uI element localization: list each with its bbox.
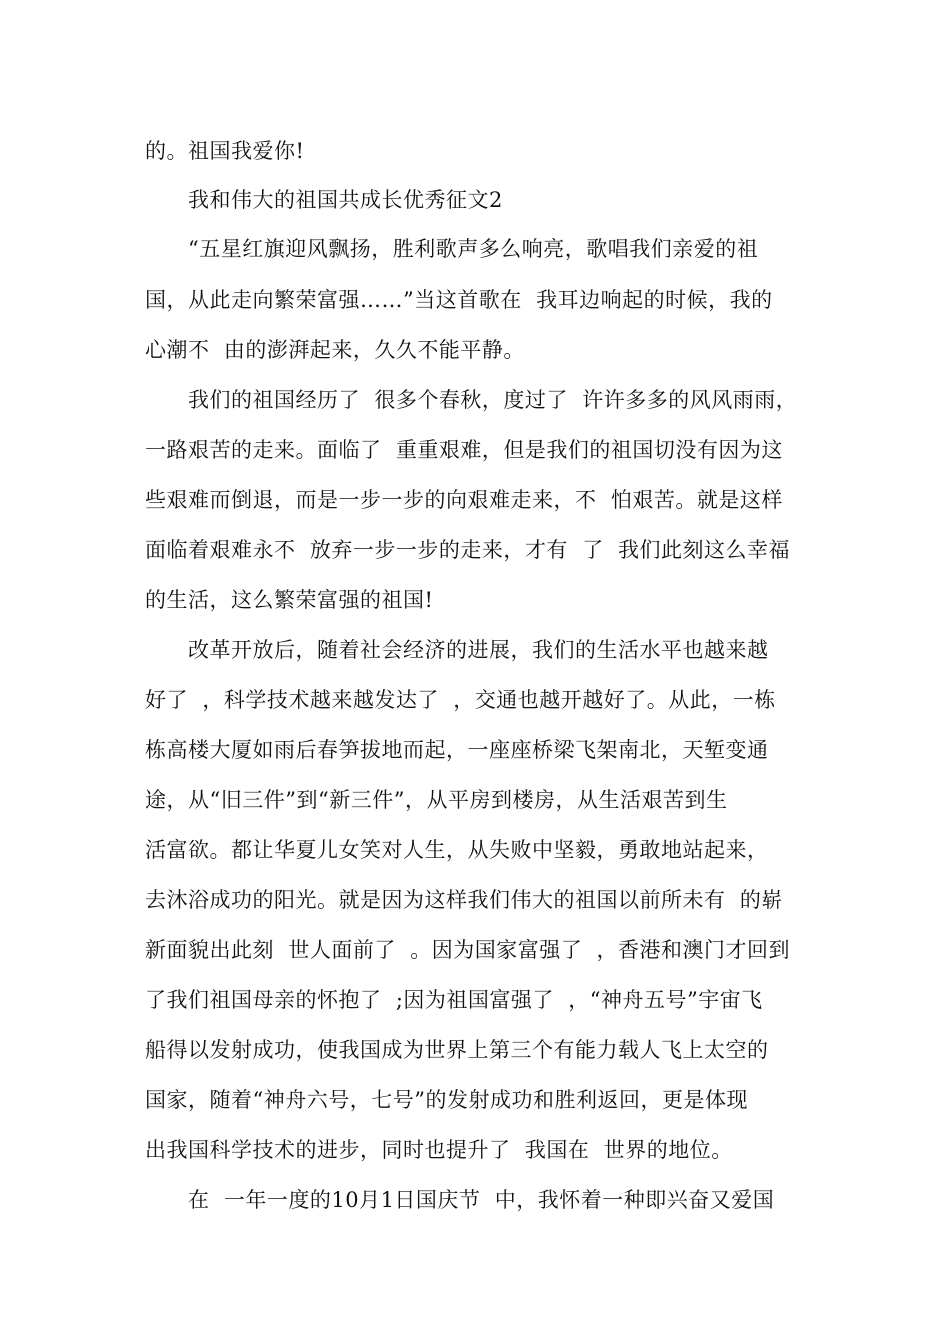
- text-line: 活富欲。都让华夏儿女笑对人生，从失败中坚毅，勇敢地站起来，: [145, 838, 769, 862]
- text-line: 栋高楼大厦如雨后春笋拔地而起，一座座桥梁飞架南北，天堑变通: [145, 738, 769, 762]
- text-line: 我们的祖国经历了 很多个春秋，度过了 许许多多的风风雨雨，: [145, 388, 798, 412]
- text-line: 新面貌出此刻 世人面前了 。因为国家富强了 ，香港和澳门才回到: [145, 938, 791, 962]
- text-line: 船得以发射成功，使我国成为世界上第三个有能力载人飞上太空的: [145, 1038, 769, 1062]
- text-line: 出我国科学技术的进步，同时也提升了 我国在 世界的地位。: [145, 1138, 733, 1162]
- text-line: 的生活，这么繁荣富强的祖国!: [145, 588, 434, 612]
- text-line: 一路艰苦的走来。面临了 重重艰难，但是我们的祖国切没有因为这: [145, 438, 783, 462]
- text-line: 改革开放后，随着社会经济的进展，我们的生活水平也越来越: [145, 638, 769, 662]
- text-line: 途，从“旧三件”到“新三件”，从平房到楼房，从生活艰苦到生: [145, 788, 728, 812]
- text-line: 了我们祖国母亲的怀抱了 ;因为祖国富强了 ，“神舟五号”宇宙飞: [145, 988, 763, 1012]
- text-line: 在 一年一度的10月1日国庆节 中，我怀着一种即兴奋又爱国: [145, 1188, 775, 1212]
- section-title: 我和伟大的祖国共成长优秀征文2: [145, 188, 503, 212]
- text-line: 面临着艰难永不 放弃一步一步的走来，才有 了 我们此刻这么幸福: [145, 538, 791, 562]
- text-line: 些艰难而倒退，而是一步一步的向艰难走来，不 怕艰苦。就是这样: [145, 488, 783, 512]
- text-line: 国家，随着“神舟六号，七号”的发射成功和胜利返回，更是体现: [145, 1088, 748, 1112]
- text-line: “五星红旗迎风飘扬，胜利歌声多么响亮，歌唱我们亲爱的祖: [145, 237, 759, 261]
- text-line: 的。祖国我爱你!: [145, 139, 305, 163]
- text-line: 心潮不 由的澎湃起来，久久不能平静。: [145, 338, 525, 362]
- text-line: 国，从此走向繁荣富强……”当这首歌在 我耳边响起的时候，我的: [145, 288, 773, 312]
- text-line: 去沐浴成功的阳光。就是因为这样我们伟大的祖国以前所未有 的崭: [145, 888, 783, 912]
- text-line: 好了 ，科学技术越来越发达了 ，交通也越开越好了。从此，一栋: [145, 688, 776, 712]
